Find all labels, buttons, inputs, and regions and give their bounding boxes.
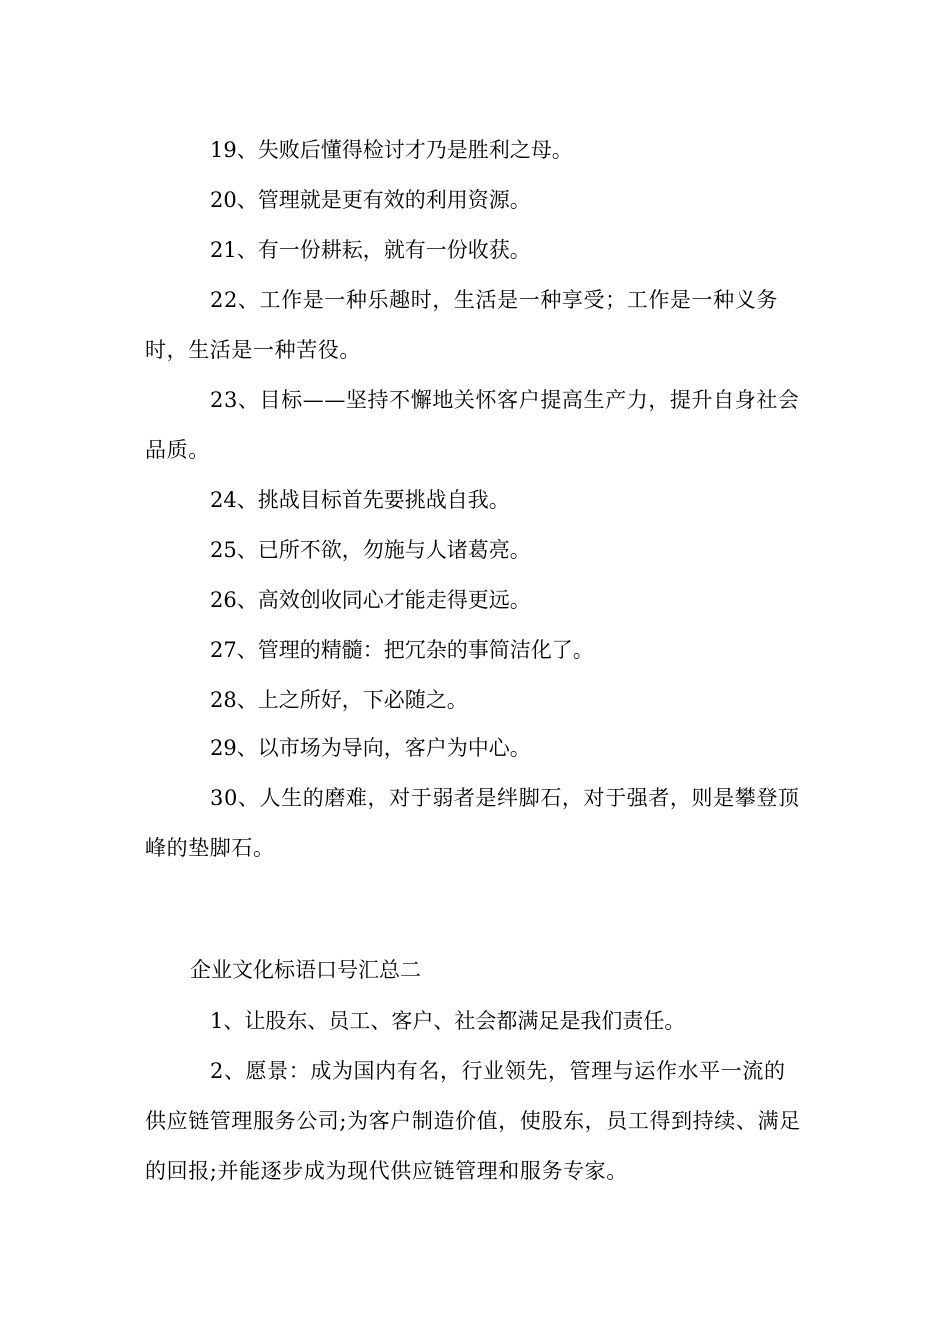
slogan-29: 29、以市场为导向，客户为中心。 [210, 736, 531, 760]
slogan-30: 30、人生的磨难，对于弱者是绊脚石，对于强者，则是攀登顶峰的垫脚石。 [145, 786, 800, 860]
slogan-25: 25、已所不欲，勿施与人诸葛亮。 [210, 538, 531, 562]
slogan-2-1: 1、让股东、员工、客户、社会都满足是我们责任。 [210, 1009, 686, 1033]
slogan-26: 26、高效创收同心才能走得更远。 [210, 588, 531, 612]
slogan-20: 20、管理就是更有效的利用资源。 [210, 188, 531, 212]
slogan-21: 21、有一份耕耘，就有一份收获。 [210, 238, 531, 262]
slogan-19: 19、失败后懂得检讨才乃是胜利之母。 [210, 138, 573, 162]
slogan-27: 27、管理的精髓：把冗杂的事简洁化了。 [210, 638, 594, 662]
slogan-24: 24、挑战目标首先要挑战自我。 [210, 488, 510, 512]
slogan-2-2: 2、愿景：成为国内有名，行业领先，管理与运作水平一流的供应链管理服务公司;为客户制造价值，使股东，员工得到持续、满足的回报;并能逐步成为现代供应链管理和服务专家。 [145, 1059, 801, 1183]
slogan-23: 23、目标——坚持不懈地关怀客户提高生产力，提升自身社会品质。 [145, 388, 800, 462]
section-heading: 企业文化标语口号汇总二 [190, 958, 421, 982]
slogan-28: 28、上之所好，下必随之。 [210, 688, 468, 712]
slogan-22: 22、工作是一种乐趣时，生活是一种享受；工作是一种义务时，生活是一种苦役。 [145, 288, 778, 362]
